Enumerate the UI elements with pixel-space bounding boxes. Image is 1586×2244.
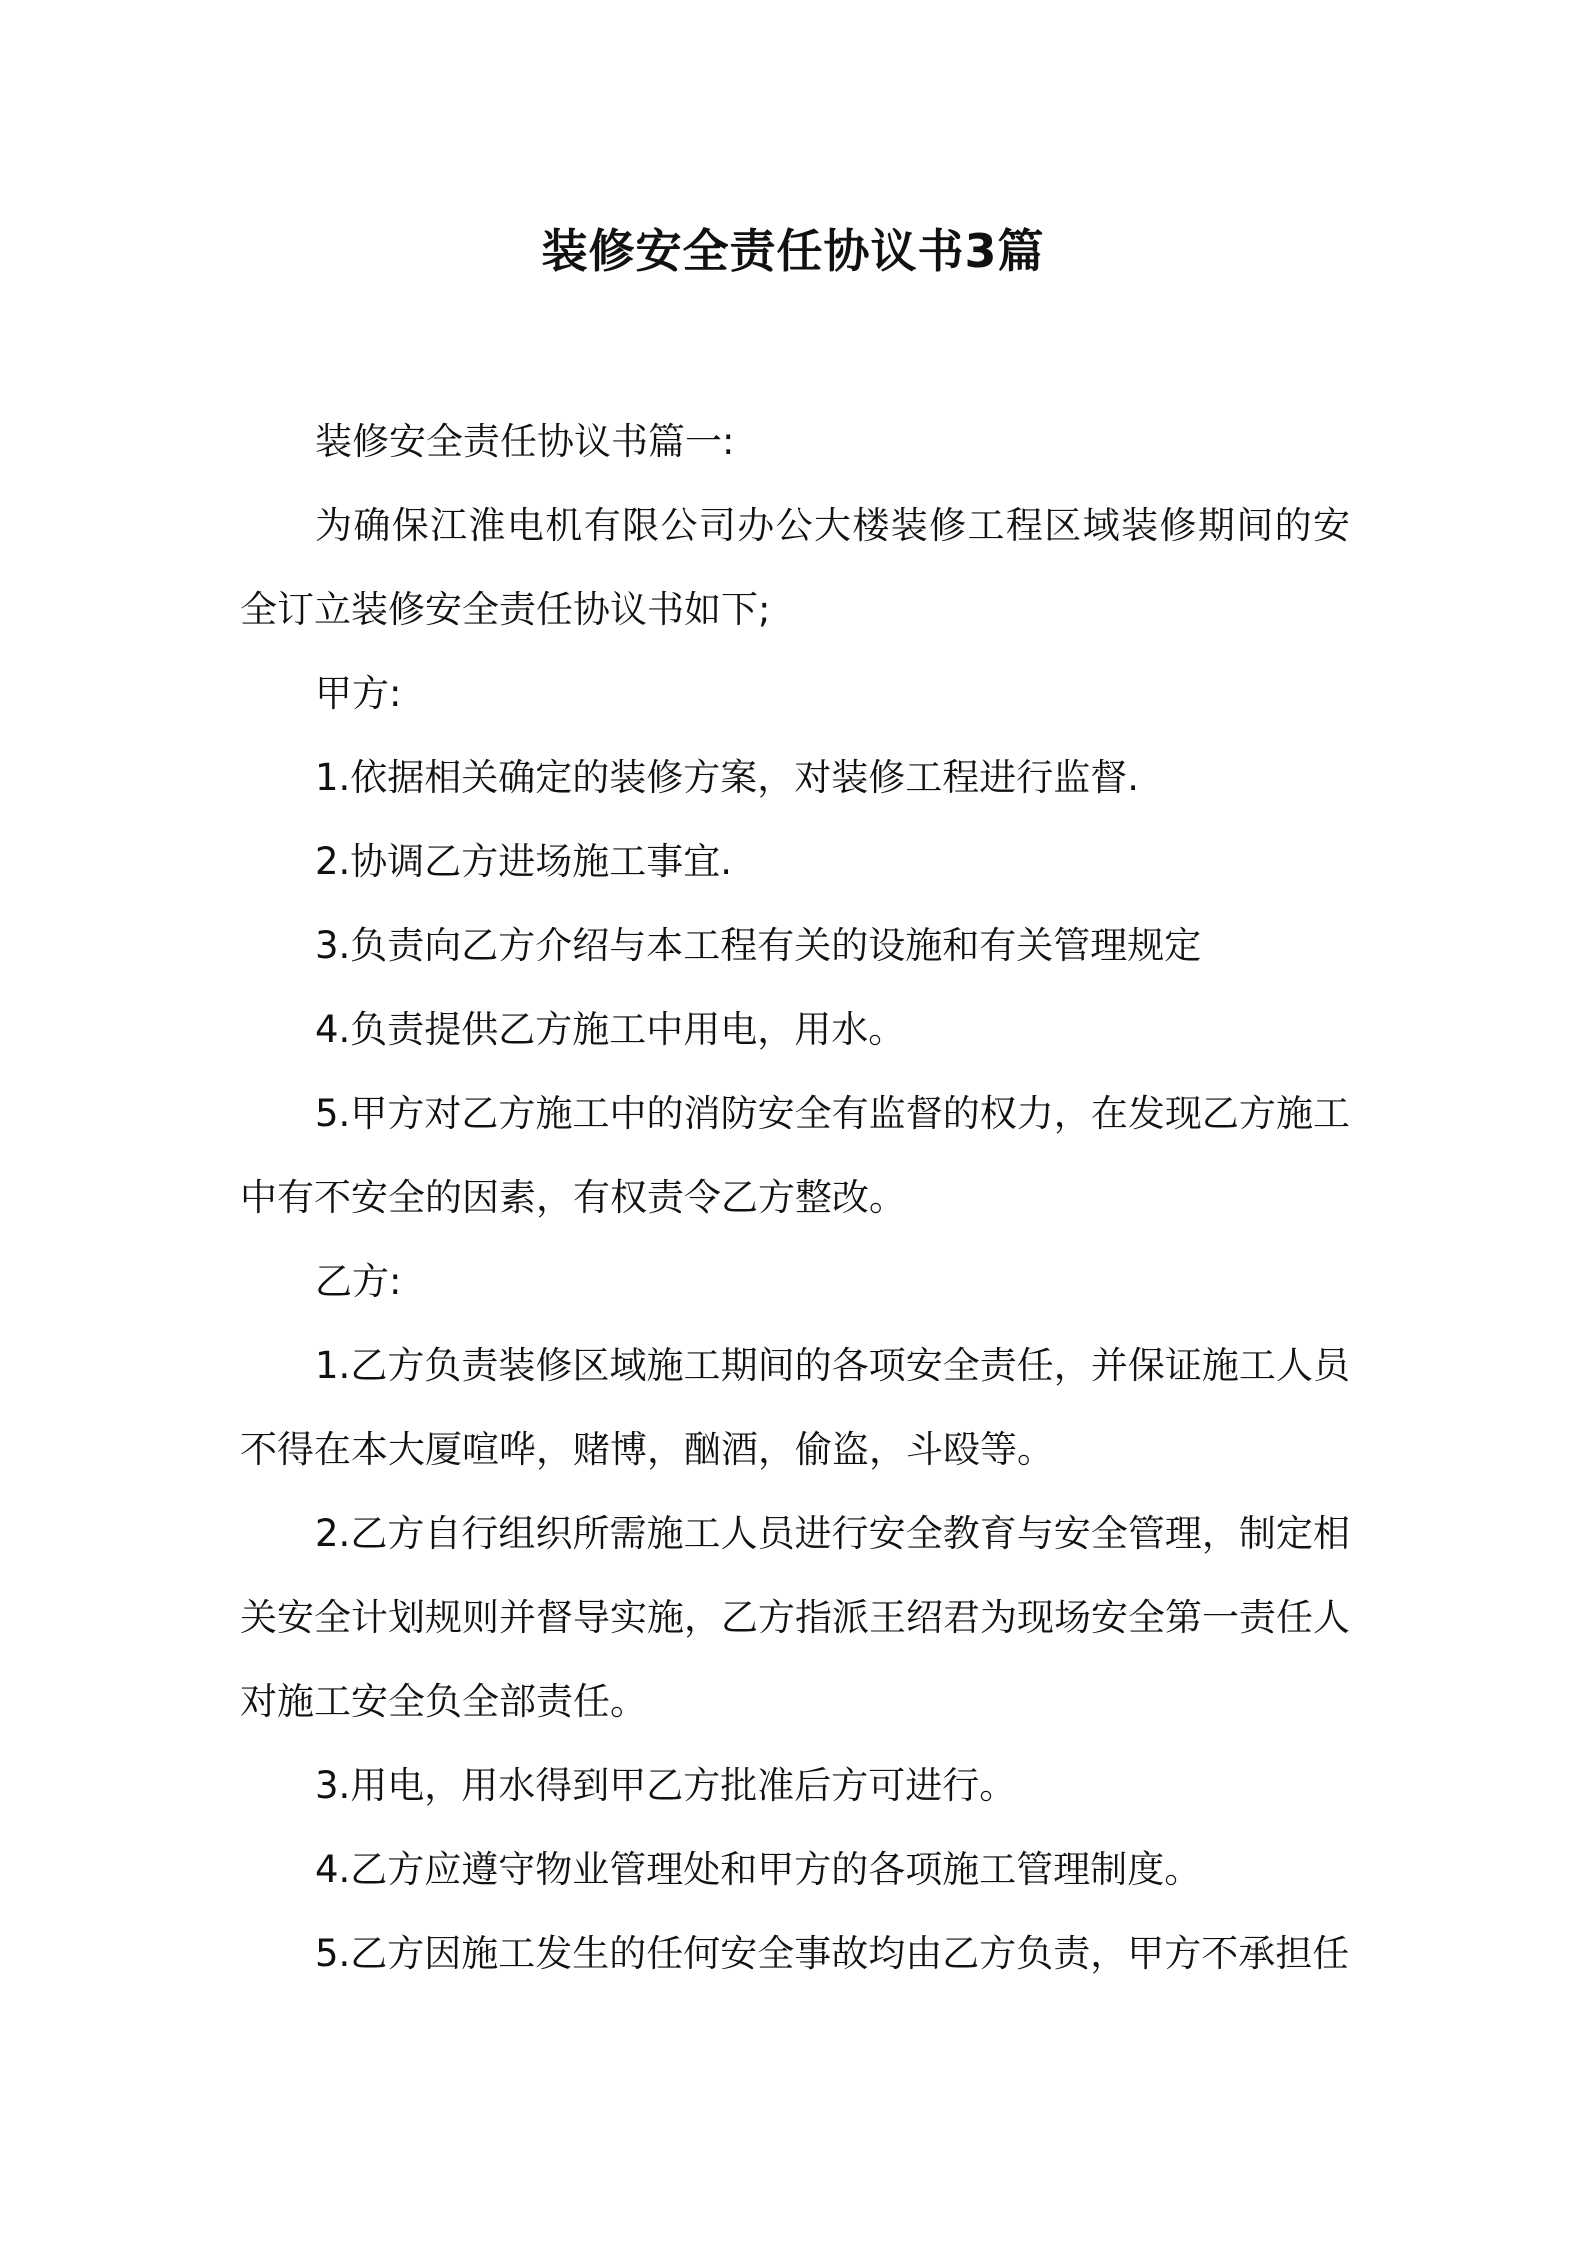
paragraph-party-a-item-5: 5.甲方对乙方施工中的消防安全有监督的权力，在发现乙方施工中有不安全的因素，有权责令乙方整改。	[240, 1092, 1350, 1219]
paragraph-party-b-item-4: 4.乙方应遵守物业管理处和甲方的各项施工管理制度。	[315, 1848, 1202, 1891]
paragraph-party-a-item-2: 2.协调乙方进场施工事宜.	[315, 840, 733, 883]
document-body	[240, 400, 1350, 1996]
document-title: 装修安全责任协议书3篇	[541, 224, 1045, 278]
paragraph-party-b-item-5: 5.乙方因施工发生的任何安全事故均由乙方负责，甲方不承担任	[315, 1932, 1350, 1975]
paragraph-party-a-heading: 甲方:	[315, 672, 402, 715]
paragraph-party-a-item-1: 1.依据相关确定的装修方案，对装修工程进行监督.	[315, 756, 1140, 799]
paragraph-party-a-item-3: 3.负责向乙方介绍与本工程有关的设施和有关管理规定	[315, 924, 1202, 967]
paragraph-party-b-item-3: 3.用电，用水得到甲乙方批准后方可进行。	[315, 1764, 1017, 1807]
paragraph-party-b-item-2: 2.乙方自行组织所需施工人员进行安全教育与安全管理，制定相关安全计划规则并督导实施，乙方指派王绍君为现场安全第一责任人对施工安全负全部责任。	[240, 1512, 1350, 1723]
paragraph-party-b-heading: 乙方:	[315, 1260, 402, 1303]
paragraph-section-heading: 装修安全责任协议书篇一:	[315, 420, 735, 463]
paragraph-party-b-item-1: 1.乙方负责装修区域施工期间的各项安全责任，并保证施工人员不得在本大厦喧哗，赌博，酗酒，偷盗，斗殴等。	[240, 1344, 1350, 1471]
paragraph-intro: 为确保江淮电机有限公司办公大楼装修工程区域装修期间的安全订立装修安全责任协议书如下;	[240, 504, 1350, 631]
paragraph-party-a-item-4: 4.负责提供乙方施工中用电，用水。	[315, 1008, 906, 1051]
